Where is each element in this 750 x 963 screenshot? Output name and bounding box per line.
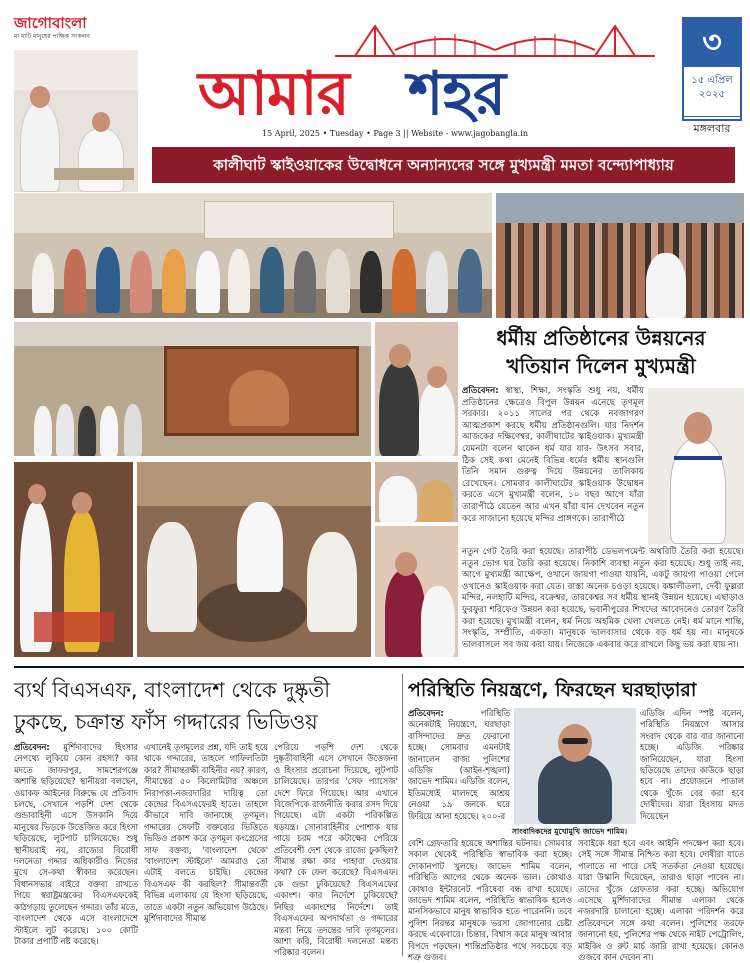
photo-cm-smiling: [375, 526, 458, 657]
article-situation-col-b: সবাইকে ধরা হবে এবং আইনি পদক্ষেপ করা হবে। সেই সঙ্গে সীমান্ত নিশ্চিত করা হবে। দোষীরা যাতে পালাতে না পারে সেই সতর্কতা নেওয়া হয়েছে। যারা উস্কানি দিয়েছেন, তারাও ছাড়া পাবেন না। তাদের খুঁজে গ্রেফতার করা হচ্ছে। অভিযোগ এসেছে মুর্শিদাবাদের সীমান্ত এলাকা থেকে নজরদারি চালানো হচ্ছে। এলাকা পরিদর্শন করে প্রতিবেদনে সঙ্গে কথা বলেন। পুলিশের তরফে জানানো হয়, পুলিশের পক্ষ থেকে নাইট পেট্রোলিং, মাইকিং ও রুট মার্চ জারি রাখা হয়েছে। কোনও গুজবে কান দেবেন না।: [578, 838, 744, 963]
article-bsf-col-3: পেরিয়ে পড়শি দেশ থেকে দুষ্কৃতীবাহিনী এসে সেখানে উত্তেজনা ও হিংসার প্ররোচনা দিয়েছে, লুটপাট চালিয়েছে। তারপর 'সেফ প্যাসেজ' দেশে ফিরে গিয়েছে। আর এখানে বিজেপিকে রাজনীতি করার রসদ দিয়ে গিয়েছে। এটা একটা পরিকল্পিত ষড়যন্ত্র। সোনাবাহিনীর পোশাক যার গায়ে চরম পরে কটাক্ষের পেরিয়ে প্রতিবেশী দেশ থেকে রাজ্যে ঢুকছিল? সীমান্ত রক্ষা কার পাহারা দেওয়ার কথা? কে ফেল করেছে? বিএসএফ। কে গুন্ডা ঢুকিয়েছে? বিএসএফের একাংশ। কার নির্দেশে ঢুকিয়েছে? নিছির একাংশের নির্দেশে। তাই বিএসএফের অপদার্থতা ও গদ্দারের মন্তব্য নিয়ে তদন্তের দাবি তৃণমূলের। আশা করি, বিরোধী দলনেতা মন্তব্য পরিষ্কার বলেন।: [274, 742, 398, 958]
byline: প্রতিবেদন:: [14, 742, 50, 752]
photo-skywalk-inauguration: [14, 193, 492, 318]
byline: প্রতিবেদন:: [408, 708, 444, 718]
date-day-month: ১৫ এপ্রিল: [691, 75, 733, 86]
photo-cm-meeting: [14, 50, 138, 192]
article-situation-col-a: বেশি গ্রেফতারি হয়েছে অশান্তির ঘটনায়। সোমবার সকাল থেকেই পরিস্থিতি স্বাভাবিক করা হচ্ছে। দোকানপাট খুলছে। জাভেদ শামিম বলেন, পরিস্থিতি আগের থেকে অনেক ভাল। কোথাও কোথাও ইন্টারনেট পরিষেবা বন্ধ রাখা হয়েছে। জাভেদ শামিম বলেন, পরিস্থিতি স্বাভাবিক হলেও মানসিকভাবে মানুষ স্বাভাবিক হতে পারেননি। তবে পুলিশ নিরন্তর মানুষকে ভরসা জোগানোর চেষ্টা করছে একেবারে। চিন্তার, বিশ্বাস করে মানুষ আবার বিপদে পড়ছেন। শান্তিপ্রতিষ্ঠার পথে সবচেয়ে বড় শত্রু গুজব।: [408, 838, 572, 963]
article-religious-para-2: নতুন গেট তৈরি করা হয়েছে। তারাপীঠ ডেভলপমেন্ট অথরিটি তৈরি করা হয়েছে। নতুন ভোগ ঘর তৈরি করা হয়েছে। নিকাশি ব্যবস্থা নতুন করা হয়েছে। শুধু তাই নয়, আগে মুখ্যমন্ত্রী আক্ষেপ, ওখানে জায়গা পাওয়া যায়নি, একটু জায়গা পাওয়া গেলে ওখানেও স্কাইওয়াক করা যেত। রাস্তা অনেক চওড়া হয়েছে। কঙ্কালীতলা, দেবী ফুল্লরা মন্দির, নলহাটি মন্দির, বক্রেশ্বর, তারকেশ্বর সব ধর্মীয় স্থানই উন্নয়ন হয়েছে। এছাড়াও ফুরফুরা শরিফেও উন্নয়ন করা হয়েছে, ভবানীপুরের শিখদের আবেদনেও তোরণ তৈরি করা হয়েছে। মুখ্যমন্ত্রী বলেন, ধর্ম নিয়ে অহমিক খেলা খেলতে নেই। ধর্ম মানে শান্তি, সংস্কৃতি, সম্প্রীতি, একতা। মানুষকে ভালবাসার থেকে বড় ধর্ম হয় না। মানুষকে ভালবাসলে সব জয় করা যায়। নিজেকে একবার করে রাখলে কিছু ভয় করা যায় না।: [462, 547, 744, 650]
article-text: মুর্শিদাবাদের হিংসার নেপথ্যে লুকিয়ে কোন রহস্য? কার মদতে জাফরপুর, সামশেরগঞ্জে অশান্তি ছড়িয়েছে? স্থানীয়রা বলছেন, ওয়াকফ আইনের বিরুদ্ধে যে প্রতিবাদ চলছে, সেখানে পড়শি দেশ থেকে গুন্ডাবাহিনী এসে উসকানি দিয়ে মানুষের ভিড়কে উত্তেজিত করে হিংসা ছড়িয়েছে, লুটপাট চালিয়েছে। শুধু স্থানীয়রাই নয়, রাজ্যের বিরোধী দলনেতা গদ্দার অধিকারীও নিজের মুখে সে-কথা স্বীকার করেছেন। বিধানসভার বাইরে বক্তব্য রাখতে গিয়ে স্বরাষ্ট্রমন্ত্রকের বিএসএফকেই কাঠগড়ায় তুলেছেন গদ্দার। তাঁর মতে, বাংলাদেশ থেকে এসে বাংলাদেশে স্টাইলে লুট করেছে। ১০০ কোটি টাকার প্রপার্টি নষ্ট করেছে।: [14, 742, 138, 946]
brand-name: জাগোবাংলা: [14, 14, 87, 32]
article-situation-intro: [408, 708, 510, 834]
headline-line-1: ব্যর্থ বিএসএফ, বাংলাদেশ থেকে দুষ্কৃতী: [14, 678, 331, 702]
dateline: 15 April, 2025 • Tuesday • Page 3 || Website - www.jagobangla.in: [262, 129, 529, 138]
masthead-title-amar: আমার: [198, 59, 349, 129]
page-number: ৩: [684, 19, 740, 67]
masthead-title-shohor: শহর: [408, 59, 506, 129]
photo-javed-shamim: [514, 708, 636, 824]
article-situation-col-b-top: এডিজি এদিন স্পষ্ট বলেন, পরিস্থিতি নিয়ন্ত্রণে আসার সংবাদ থেকে বার বার জানানো হচ্ছে। এডিজি পরিষ্কার জানিয়েছেন, যারা হিংসা ছড়িয়েছে তাদের কাউকে ছাড়া হবে না। প্রয়োজনে পাতাল থেকে খুঁজে বের করা হবে দোষীদের। যারা হিংসায় মদত দিয়েছেন: [640, 708, 744, 821]
page-number-box: [682, 17, 742, 121]
weekday: মঙ্গলবার: [682, 116, 742, 139]
article-bsf-col-2: এখানেই তৃণমূলের প্রশ্ন, যদি তাই হয়ে থাকে গদ্দারের, তাহলে গাফিলতিটা কার? সীমান্তরক্ষী বাহিনীর নয়? কারণ, সীমান্তের ৫০ কিলোমিটার অঞ্চলে নিরাপত্তা-নজরদারির দায়িত্ব তো কেন্দ্রের বিএসএফেরই হাতে। তাহলে কীভাবে দাবি জানাচ্ছে তৃণমূল। গদ্দারের সেফটি বক্তব্যের ভিত্তিতে ভিডিও প্রকাশ করে তৃণমূল কংগ্রেসের সাফ বক্তব্য, 'বাংলাদেশ থেকে' 'বাংলাদেশ স্টাইলে' আমরাও তো এটাই বলতে চাইছি। কেন্দ্রের বিএসএফ কী করছিল? সীমান্তবর্তী বিভিন্ন এলাকায় যে হিংসা ছড়িয়েছে, তাতে একটা নতুন অভিযোগ উঠেছে। মুর্শিদাবাদের সীমান্ত: [144, 742, 268, 924]
section-divider: [14, 666, 744, 668]
photo-crowd: [496, 193, 744, 318]
column-divider: [402, 674, 403, 956]
article-religious-para-1: [462, 386, 644, 544]
brand-tagline: মা মাটি মানুষের পাক্ষিক সংকলন: [14, 33, 90, 40]
headline-bsf: [14, 674, 392, 738]
photo-cm-with-actor: [375, 462, 458, 522]
article-text: পরিস্থিতি অনেকটাই নিয়ন্ত্রণে, ঘরছাড়া বাসিন্দাদের দ্রুত ফেরানো হচ্ছে। সোমবার এমনটাই জানালেন রাজ্য পুলিশের এডিজি (আইন-শৃঙ্খলা) জাভেদ শামিম। এডিজি বলেন, ইতিমধ্যেই মালদহে আশ্রয় নেওয়া ১৯ জনকে ঘরে ফিরিয়ে আনা হয়েছে। ২০০-র: [408, 708, 510, 821]
headline-line-2: ঢুকছে, চক্রান্ত ফাঁস গদ্দারের ভিডিওয়: [14, 710, 318, 734]
photo-caption: সাংবাদিকদের মুখোমুখি জাভেদ শামিম।: [512, 827, 628, 836]
article-bsf-col-1: [14, 742, 138, 954]
photo-puja-offering: [14, 462, 133, 657]
headline-line-1: ধর্মীয় প্রতিষ্ঠানের উন্নয়নের: [496, 326, 706, 350]
photo-temple-ritual: [137, 462, 371, 657]
photo-greeting: [375, 322, 458, 456]
brand-logo: [14, 14, 134, 46]
byline: প্রতিবেদন:: [462, 386, 499, 396]
date-year: ২০২৫: [699, 89, 725, 100]
article-text: স্বাস্থ্য, শিক্ষা, সংস্কৃতি শুধু নয়, ধর্মীয় প্রতিষ্ঠানের ক্ষেত্রেও বিপুল উন্নয়ন এনেছে তৃণমূল সরকার। ২০১১ সালের পর থেকে নবজাগরণ আত্মপ্রকাশ করছে ধর্মীয় প্রতিষ্ঠানগুলি। যার নিদর্শন আজকের দক্ষিণেশ্বর, কালীঘাটের স্কাইওয়াক। মুখ্যমন্ত্রী যেমনটা বলেন থাকেন ধর্ম যার যার- উৎসব সবার, ঠিক সেই কথা মেনেই বিভিন্ন ধর্মের ধর্মীয় স্থানগুলি তিনি সমান গুরুত্ব দিয়ে উন্নয়নের তালিকায় রেখেছেন। সোমবার কালীঘাটের স্কাইওয়াক উদ্বোধন করতে এসে মুখ্যমন্ত্রী বলেন, ১০ বছর আগে যাঁরা তারাপীঠে যেতেন আর এখন যাঁরা যান দেখবেন নতুন করে সাজানো হয়েছে মন্দির প্রাঙ্গণকে। তারাপীঠে: [462, 386, 644, 524]
headline-religious-development: [458, 324, 744, 380]
photo-skywalk-mural: [14, 322, 371, 456]
banner-headline: কালীঘাট স্কাইওয়াকের উদ্বোধনে অন্যান্যদের সঙ্গে মুখ্যমন্ত্রী মমতা বন্দ্যোপাধ্যায়: [152, 147, 735, 183]
headline-situation-control: পরিস্থিতি নিয়ন্ত্রণে, ফিরছেন ঘরছাড়ারা: [408, 679, 697, 701]
headline-line-2: খতিয়ান দিলেন মুখ্যমন্ত্রী: [506, 354, 696, 378]
photo-cm-namaskar: [648, 388, 744, 544]
